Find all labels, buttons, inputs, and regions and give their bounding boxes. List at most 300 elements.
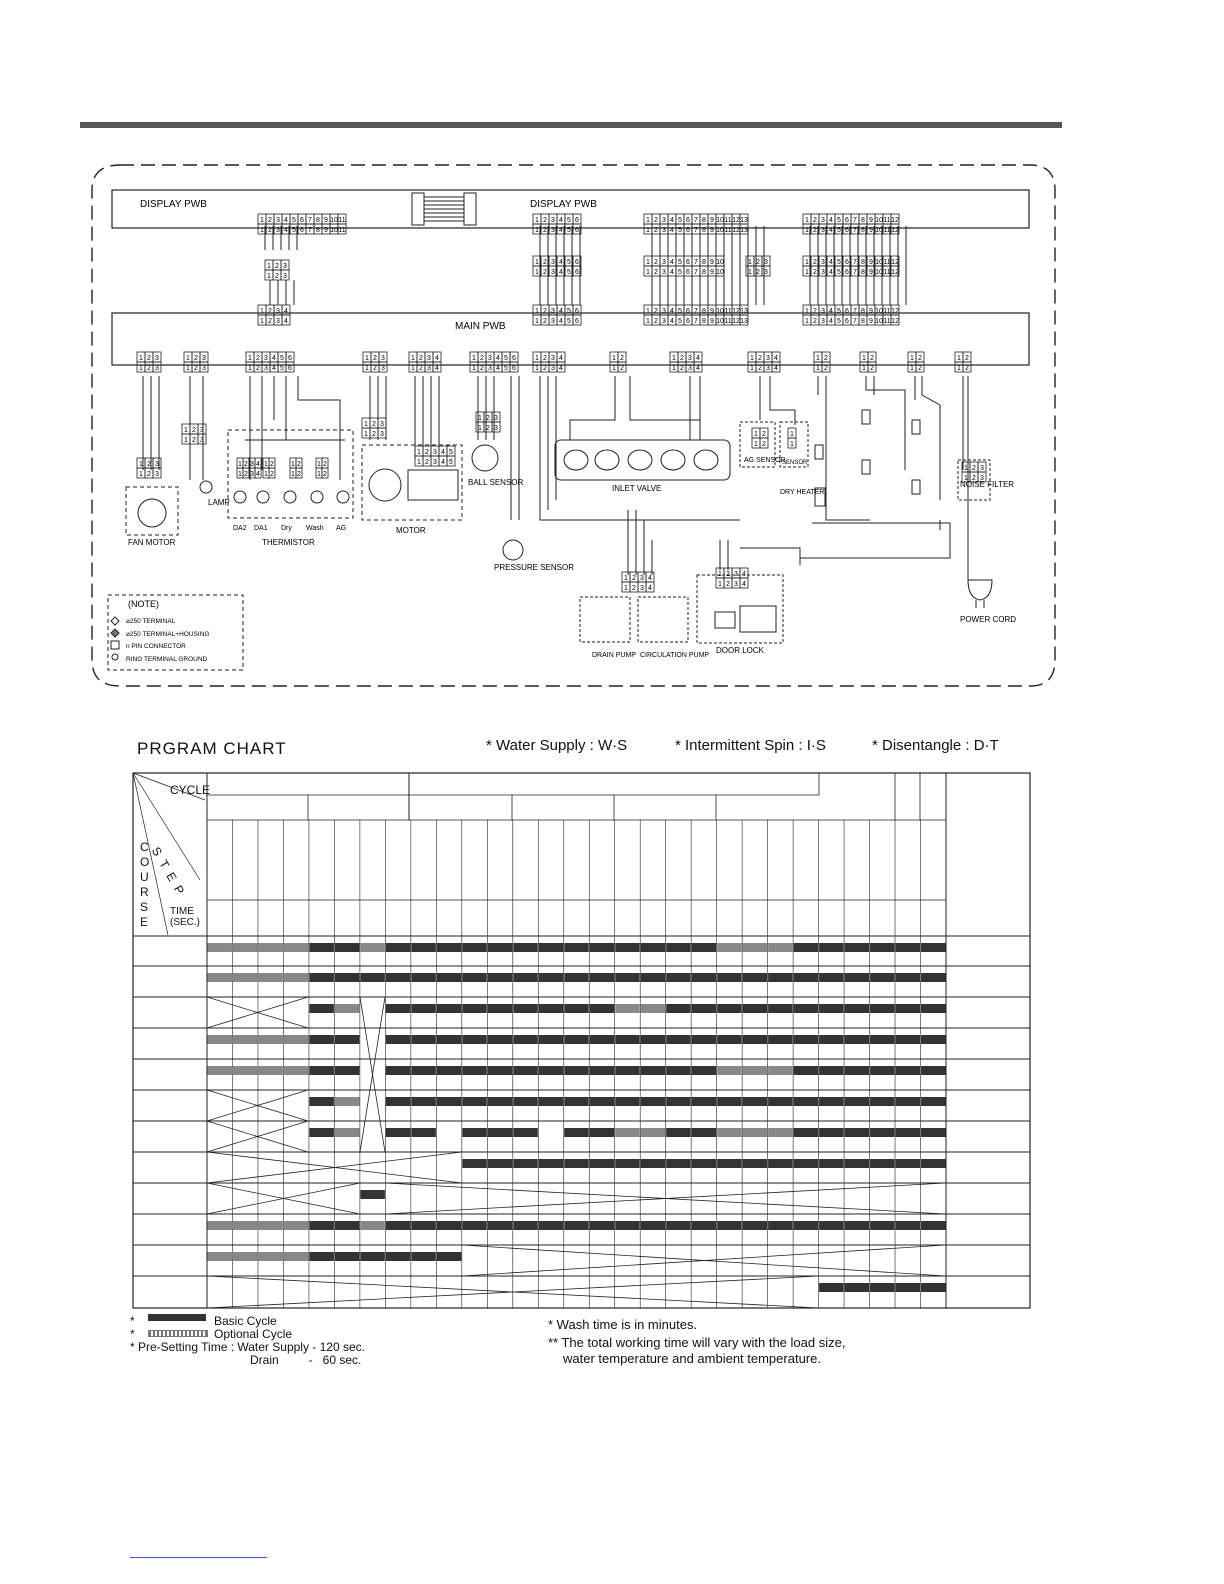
chart-cycle-bar — [819, 1221, 843, 1230]
connector-pin-number: 2 — [270, 471, 274, 478]
chart-cycle-bar — [641, 1035, 665, 1044]
chart-cycle-bar — [845, 1128, 869, 1137]
chart-cycle-bar — [692, 973, 716, 982]
connector-pin-number: 8 — [861, 259, 865, 266]
thermistor-label: THERMISTOR — [262, 538, 315, 547]
chart-cycle-bar — [284, 1252, 308, 1261]
connector-pin-number: 4 — [774, 365, 778, 372]
connector-pin-number: 2 — [323, 471, 327, 478]
chart-cycle-bar — [411, 1035, 435, 1044]
connector-pin-number: 5 — [837, 308, 841, 315]
connector-pin-number: 10 — [716, 259, 724, 266]
connector-pin-number: 1 — [964, 475, 968, 482]
power-cord-label: POWER CORD — [960, 615, 1016, 624]
connector-pin-number: 2 — [813, 308, 817, 315]
chart-cycle-bar — [819, 1283, 843, 1292]
connector-pin-number: 1 — [365, 355, 369, 362]
connector-pin-number: 12 — [891, 318, 899, 325]
connector-pin-number: 6 — [575, 308, 579, 315]
connector-pin-number: 3 — [764, 259, 768, 266]
chart-cycle-bar — [768, 1035, 792, 1044]
connector-pin-number: 4 — [774, 355, 778, 362]
connector-pin-number: 1 — [264, 461, 268, 468]
connector-pin-number: 4 — [670, 217, 674, 224]
chart-cycle-bar — [845, 1159, 869, 1168]
connector-pin-number: 5 — [504, 365, 508, 372]
connector-pin-number: 1 — [478, 415, 482, 422]
connector-pin-number: 5 — [292, 227, 296, 234]
dry-heater-label: DRY HEATER — [780, 489, 825, 496]
chart-cycle-bar — [896, 1066, 920, 1075]
connector-pin-number: 7 — [853, 217, 857, 224]
connector-pin-number: 12 — [732, 308, 740, 315]
connector-pin-number: 3 — [821, 217, 825, 224]
connector-pin-number: 2 — [918, 355, 922, 362]
connector-pin-number: 3 — [662, 259, 666, 266]
connector-pin-number: 3 — [821, 259, 825, 266]
ball-sensor-symbol — [472, 376, 523, 560]
chart-cycle-bar — [564, 1128, 588, 1137]
connector-pin-number: 4 — [435, 365, 439, 372]
connector-pin-number: 5 — [567, 217, 571, 224]
connector-pin-number: 11 — [883, 318, 891, 325]
connector-pin-number: 9 — [710, 217, 714, 224]
chart-cycle-bar — [717, 1221, 741, 1230]
chart-cycle-bar — [615, 973, 639, 982]
thermistor-da1: DA1 — [254, 525, 268, 532]
inlet-valve-label: INLET VALVE — [612, 484, 662, 493]
connector-pin-number: 5 — [678, 308, 682, 315]
connector-pin-number: 1 — [750, 355, 754, 362]
chart-cycle-bar — [309, 1097, 333, 1106]
connector-pin-number: 3 — [551, 259, 555, 266]
connector-pin-number: 1 — [260, 308, 264, 315]
chart-cycle-bar — [819, 1004, 843, 1013]
connector-pin-number: 1 — [291, 471, 295, 478]
chart-cycle-bar — [258, 1221, 282, 1230]
connector-pin-number: 12 — [891, 308, 899, 315]
connector-pin-number: 1 — [750, 365, 754, 372]
connector-pin-number: 9 — [869, 308, 873, 315]
chart-cycle-bar — [819, 1097, 843, 1106]
connector-pin-number: 4 — [284, 227, 288, 234]
chart-cycle-bar — [692, 1159, 716, 1168]
chart-cycle-bar — [692, 1097, 716, 1106]
connector-pin-number: 1 — [317, 461, 321, 468]
chart-cycle-bar — [666, 973, 690, 982]
connector-pin-number: 10 — [716, 318, 724, 325]
chart-cycle-bar — [564, 1159, 588, 1168]
chart-cycle-bar — [437, 1035, 461, 1044]
connector-pin-number: 2 — [373, 355, 377, 362]
connector-pin-number: 5 — [837, 259, 841, 266]
chart-cycle-bar — [488, 1004, 512, 1013]
connector-pin-number: 1 — [718, 581, 722, 588]
connector-pin-number: 3 — [488, 365, 492, 372]
chart-cycle-bar — [743, 1221, 767, 1230]
connector-pin-number: 10 — [875, 269, 883, 276]
connector-pin-number: 1 — [478, 425, 482, 432]
connector-pin-number: 2 — [654, 217, 658, 224]
connector-pin-number: 3 — [494, 425, 498, 432]
note-item-1: ⌀250 TERMINAL — [126, 618, 176, 625]
chart-cycle-bar — [870, 973, 894, 982]
connector-pin-number: 8 — [702, 308, 706, 315]
connector-pin-number: 9 — [710, 318, 714, 325]
connector-pin-number: 1 — [291, 461, 295, 468]
connector-pin-number: 4 — [670, 259, 674, 266]
connector-pin-number: 4 — [670, 269, 674, 276]
connector-pin-number: 2 — [192, 437, 196, 444]
connector-pin-number: 7 — [853, 227, 857, 234]
chart-cycle-bar — [284, 1066, 308, 1075]
chart-cycle-bar — [921, 1159, 945, 1168]
chart-cycle-bar — [896, 1035, 920, 1044]
chart-cycle-bar — [488, 1035, 512, 1044]
connector-pin-number: 2 — [147, 471, 151, 478]
chart-cycle-bar — [488, 1066, 512, 1075]
connector-pin-number: 1 — [910, 355, 914, 362]
connector-pin-number: 8 — [702, 269, 706, 276]
connector-pin-number: 5 — [678, 269, 682, 276]
connector-pin-number: 11 — [724, 308, 732, 315]
chart-cycle-bar — [564, 943, 588, 952]
chart-cycle-bar — [513, 973, 537, 982]
connector-pin-number: 2 — [918, 365, 922, 372]
connector-pin-number: 7 — [853, 318, 857, 325]
chart-cycle-bar — [258, 1066, 282, 1075]
connector-pin-number: 1 — [417, 449, 421, 456]
connector-pin-number: 5 — [567, 318, 571, 325]
chart-cycle-bar — [743, 1066, 767, 1075]
legend-water-supply: * Water Supply : W·S — [486, 737, 628, 754]
chart-cycle-bar — [692, 1221, 716, 1230]
connector-pin-number: 9 — [710, 227, 714, 234]
footnote-optional-cycle: Optional Cycle — [214, 1327, 293, 1341]
note-item-3: n PIN CONNECTOR — [126, 643, 186, 650]
connector-pin-number: 7 — [694, 308, 698, 315]
chart-cycle-bar — [845, 1221, 869, 1230]
connector-pin-number: 2 — [543, 269, 547, 276]
connector-pin-number: 1 — [862, 355, 866, 362]
connector-pin-number: 2 — [192, 427, 196, 434]
wire-bundles — [265, 226, 906, 305]
chart-cycle-bar — [309, 1066, 333, 1075]
connector-pin-number: 1 — [535, 355, 539, 362]
connector-pin-number: 2 — [268, 227, 272, 234]
chart-cycle-bar — [590, 1004, 614, 1013]
chart-cycle-bar — [309, 1221, 333, 1230]
chart-cycle-bar — [284, 1035, 308, 1044]
chart-cycle-bar — [437, 1097, 461, 1106]
chart-cycle-bar — [284, 943, 308, 952]
connector-pin-number: 2 — [425, 449, 429, 456]
chart-cycle-bar — [462, 943, 486, 952]
chart-cycle-bar — [335, 1252, 359, 1261]
ribbon-cable-right — [464, 193, 476, 225]
connector-pin-number: 5 — [678, 318, 682, 325]
connector-pin-number: 1 — [957, 355, 961, 362]
chart-cycle-bar — [590, 973, 614, 982]
chart-cycle-bar — [921, 943, 945, 952]
connector-pin-number: 6 — [300, 217, 304, 224]
connector-pin-number: 4 — [829, 217, 833, 224]
ribbon-cable — [424, 197, 464, 221]
chart-cycle-bar — [335, 1004, 359, 1013]
chart-cycle-bar — [335, 943, 359, 952]
connector-pin-number: 10 — [330, 217, 338, 224]
connector-pin-number: 7 — [853, 269, 857, 276]
connector-pin-number: 10 — [875, 308, 883, 315]
connector-pin-number: 11 — [883, 308, 891, 315]
connector-pin-number: 2 — [543, 365, 547, 372]
chart-cycle-bar — [590, 1066, 614, 1075]
connector-pin-number: 4 — [829, 308, 833, 315]
connector-pin-number: 1 — [612, 365, 616, 372]
main-pwb-label: MAIN PWB — [455, 321, 506, 332]
connector-pin-number: 7 — [308, 217, 312, 224]
connector-pin-number: 1 — [964, 465, 968, 472]
connector-pin-number: 3 — [551, 355, 555, 362]
chart-cycle-bar — [590, 1221, 614, 1230]
motor-label: MOTOR — [396, 526, 426, 535]
connector-pin-number: 12 — [891, 217, 899, 224]
chart-cycle-bar — [768, 1128, 792, 1137]
note-title: (NOTE) — [128, 599, 159, 609]
chart-cycle-bar — [743, 1159, 767, 1168]
connector-pin-number: 1 — [365, 365, 369, 372]
footnote-drain-time: Drain - 60 sec. — [250, 1353, 362, 1367]
connector-pin-number: 1 — [910, 365, 914, 372]
connector-pin-number: 6 — [845, 217, 849, 224]
connector-pin-number: 3 — [381, 365, 385, 372]
chart-cycle-bar — [896, 1283, 920, 1292]
chart-cycle-bar — [641, 943, 665, 952]
connector-pin-number: 3 — [488, 355, 492, 362]
chart-cycle-bar — [233, 1221, 257, 1230]
connector-pin-number: 1 — [646, 217, 650, 224]
connector-pin-number: 12 — [891, 227, 899, 234]
connector-pin-number: 3 — [427, 365, 431, 372]
connector-pin-number: 4 — [284, 318, 288, 325]
connector-pin-number: 4 — [670, 227, 674, 234]
connector-pin-number: 4 — [696, 365, 700, 372]
chart-cycle-bar — [870, 1004, 894, 1013]
pump-circuit — [580, 510, 800, 643]
connector-pin-number: 1 — [535, 217, 539, 224]
chart-cycle-bar — [488, 1159, 512, 1168]
connector-pin-number: 2 — [620, 355, 624, 362]
connector-pin-number: 1 — [186, 355, 190, 362]
connector-pin-number: 1 — [816, 355, 820, 362]
connector-pin-number: 9 — [869, 318, 873, 325]
connector-pin-number: 3 — [427, 355, 431, 362]
connector-pin-number: 8 — [861, 318, 865, 325]
chart-cycle-bar — [717, 973, 741, 982]
chart-cycle-bar — [437, 1066, 461, 1075]
connector-pin-number: 1 — [535, 269, 539, 276]
corner-step: STEP — [148, 844, 191, 903]
connector-pin-number: 9 — [869, 217, 873, 224]
connector-pin-number: 3 — [155, 461, 159, 468]
connector-pin-number: 2 — [762, 441, 766, 448]
corner-time: TIME (SEC.) — [170, 906, 200, 928]
chart-cycle-bar — [845, 943, 869, 952]
connector-pin-number: 4 — [648, 575, 652, 582]
connector-pin-number: 3 — [640, 575, 644, 582]
connector-pin-number: 3 — [980, 465, 984, 472]
connector-pin-number: 5 — [837, 217, 841, 224]
chart-cycle-bar — [386, 1221, 410, 1230]
chart-cycle-bar — [488, 1128, 512, 1137]
chart-cycle-bar — [411, 1252, 435, 1261]
connector-pin-number: 7 — [694, 269, 698, 276]
connector-pin-number: 3 — [433, 449, 437, 456]
chart-cycle-bar — [743, 973, 767, 982]
chart-cycle-bar — [641, 1066, 665, 1075]
connector-pin-number: 7 — [853, 259, 857, 266]
chart-cycle-bar — [386, 1066, 410, 1075]
chart-cycle-bar — [870, 943, 894, 952]
chart-cycle-bar — [794, 943, 818, 952]
chart-cycle-bar — [590, 1035, 614, 1044]
connector-pin-number: 10 — [875, 318, 883, 325]
connector-pin-number: 1 — [248, 355, 252, 362]
connector-pin-number: 2 — [275, 263, 279, 270]
connector-pin-number: 12 — [732, 318, 740, 325]
connector-pin-number: 5 — [837, 318, 841, 325]
connector-pin-number: 4 — [272, 365, 276, 372]
chart-cycle-bar — [462, 1128, 486, 1137]
chart-cycle-bar — [462, 1066, 486, 1075]
thermistor-dry: Dry — [281, 525, 292, 532]
connector-pin-number: 1 — [754, 431, 758, 438]
connector-pin-number: 5 — [567, 227, 571, 234]
connector-pin-number: 4 — [559, 355, 563, 362]
chart-cycle-bar — [513, 1066, 537, 1075]
chart-cycle-bar — [921, 1128, 945, 1137]
connector-pin-number: 6 — [845, 318, 849, 325]
connector-pin-number: 1 — [805, 269, 809, 276]
connector-pin-number: 4 — [648, 585, 652, 592]
chart-cycle-bar — [539, 1035, 563, 1044]
thermistor-ag: AG — [336, 525, 347, 532]
chart-cycle-bar — [386, 1128, 410, 1137]
connector-pin-number: 3 — [551, 269, 555, 276]
connector-pin-number: 3 — [155, 365, 159, 372]
connector-pin-number: 6 — [686, 227, 690, 234]
chart-cycle-bar — [564, 1066, 588, 1075]
chart-cycle-bar — [258, 943, 282, 952]
connector-pin-number: 1 — [139, 461, 143, 468]
chart-cycle-bar — [488, 973, 512, 982]
connector-pin-number: 6 — [288, 365, 292, 372]
connector-pin-number: 4 — [256, 471, 260, 478]
connector-pin-number: 2 — [756, 269, 760, 276]
connector-pin-number: 3 — [734, 581, 738, 588]
connector-pin-number: 1 — [535, 308, 539, 315]
connector-pin-number: 1 — [816, 365, 820, 372]
connector-pin-number: 3 — [433, 459, 437, 466]
chart-cycle-bar — [768, 1004, 792, 1013]
chart-cycle-bar — [208, 1221, 232, 1230]
chart-cycle-bar — [666, 1066, 690, 1075]
chart-cycle-bar — [870, 1128, 894, 1137]
connector-pin-number: 3 — [821, 308, 825, 315]
chart-cycle-bar — [615, 1035, 639, 1044]
chart-cycle-bar — [564, 1035, 588, 1044]
chart-cycle-bar — [666, 1004, 690, 1013]
ag-sensor-symbol — [740, 376, 808, 467]
chart-cycle-bar — [794, 1004, 818, 1013]
connector-pin-number: 3 — [821, 269, 825, 276]
connector-pin-number: 1 — [672, 355, 676, 362]
chart-cycle-bar — [360, 1190, 384, 1199]
connector-pin-number: 2 — [297, 471, 301, 478]
program-chart-title: PRGRAM CHART — [137, 739, 287, 758]
chart-cycle-bar — [768, 1159, 792, 1168]
connector-pin-number: 1 — [248, 365, 252, 372]
connector-pin-number: 1 — [139, 471, 143, 478]
connector-pin-number: 2 — [268, 217, 272, 224]
chart-cycle-bar — [717, 1004, 741, 1013]
connector-pin-number: 11 — [883, 269, 891, 276]
connector-pin-number: 8 — [861, 217, 865, 224]
connector-pin-number: 2 — [486, 415, 490, 422]
chart-cycle-bar — [462, 1221, 486, 1230]
chart-cycle-bar — [437, 973, 461, 982]
chart-cycle-bar — [513, 1035, 537, 1044]
chart-cycle-bar — [309, 1252, 333, 1261]
connector-pin-number: 13 — [740, 318, 748, 325]
connector-pin-number: 1 — [535, 318, 539, 325]
connector-pin-number: 1 — [805, 318, 809, 325]
connector-pin-number: 8 — [861, 269, 865, 276]
connector-pin-number: 1 — [624, 575, 628, 582]
chart-cycle-bar — [462, 1159, 486, 1168]
connector-pin-number: 10 — [716, 217, 724, 224]
connector-pin-number: 2 — [972, 475, 976, 482]
connector-pin-number: 3 — [551, 227, 555, 234]
chart-cycle-bar — [896, 1097, 920, 1106]
connector-pin-number: 13 — [740, 227, 748, 234]
connector-pin-number: 3 — [766, 355, 770, 362]
chart-cycle-bar — [794, 1097, 818, 1106]
connector-pin-number: 2 — [480, 355, 484, 362]
chart-cycle-bar — [513, 1097, 537, 1106]
connector-pin-number: 1 — [267, 263, 271, 270]
connector-pin-number: 2 — [194, 355, 198, 362]
connector-pin-number: 4 — [441, 449, 445, 456]
legend-intermittent-spin: * Intermittent Spin : I·S — [675, 737, 826, 754]
connector-group — [137, 214, 986, 592]
connector-pin-number: 3 — [276, 227, 280, 234]
chart-cycle-bar — [233, 1252, 257, 1261]
chart-cycle-bar — [335, 973, 359, 982]
connector-pin-number: 5 — [837, 269, 841, 276]
connector-pin-number: 1 — [472, 365, 476, 372]
connector-pin-number: 2 — [680, 365, 684, 372]
chart-cycle-bar — [641, 1159, 665, 1168]
connector-pin-number: 1 — [535, 365, 539, 372]
connector-pin-number: 2 — [419, 355, 423, 362]
chart-cycle-bar — [437, 1221, 461, 1230]
chart-cycle-bar — [768, 1097, 792, 1106]
connector-pin-number: 5 — [449, 459, 453, 466]
connector-pin-number: 6 — [686, 217, 690, 224]
footnote-working-time: ** The total working time will vary with the load size, — [548, 1335, 846, 1350]
chart-cycle-bar — [870, 1066, 894, 1075]
